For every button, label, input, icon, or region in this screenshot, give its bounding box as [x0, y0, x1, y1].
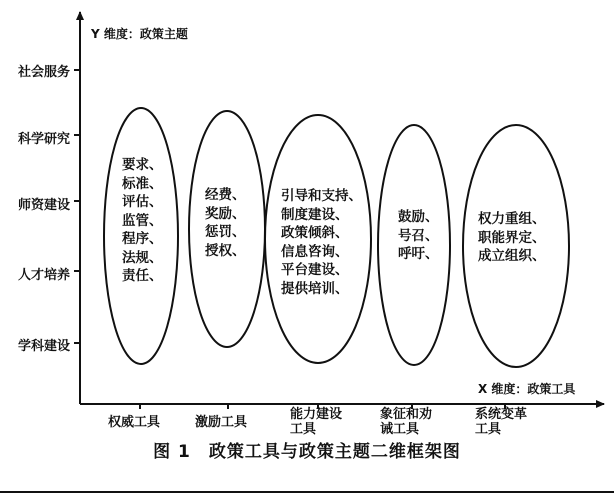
group-incentive-items: 经费、 奖励、 惩罚、 授权、: [205, 187, 246, 259]
y-tick-label-faculty: 师资建设: [17, 198, 70, 213]
group-authority-items: 要求、 标准、 评估、 监管、 程序、 法规、 责任、: [122, 157, 163, 284]
x-tick-label-incentive: 激励工具: [195, 415, 248, 430]
bottom-rule: [0, 491, 614, 493]
figure-caption: 图 1 政策工具与政策主题二维框架图: [153, 442, 461, 462]
y-tick-label-discipline: 学科建设: [17, 339, 70, 354]
y-tick-label-talent: 人才培养: [17, 268, 70, 283]
y-axis-title: Y 维度：政策主题: [91, 27, 188, 41]
group-capacity-items: 引导和支持、 制度建设、 政策倾斜、 信息咨询、 平台建设、 提供培训、: [281, 188, 362, 297]
group-system-change-items: 权力重组、 职能界定、 成立组织、: [478, 211, 546, 264]
x-tick-label-symbolic: 象征和劝 诫工具: [380, 407, 433, 437]
y-tick-label-research: 科学研究: [17, 132, 70, 147]
x-tick-label-capacity: 能力建设 工具: [290, 407, 343, 437]
x-axis-title: X 维度：政策工具: [478, 382, 576, 396]
x-tick-label-authority: 权威工具: [108, 415, 161, 430]
x-tick-label-system-change: 系统变革 工具: [475, 407, 528, 437]
group-symbolic-items: 鼓励、 号召、 呼吁、: [398, 209, 439, 262]
y-tick-label-social-service: 社会服务: [17, 65, 70, 80]
